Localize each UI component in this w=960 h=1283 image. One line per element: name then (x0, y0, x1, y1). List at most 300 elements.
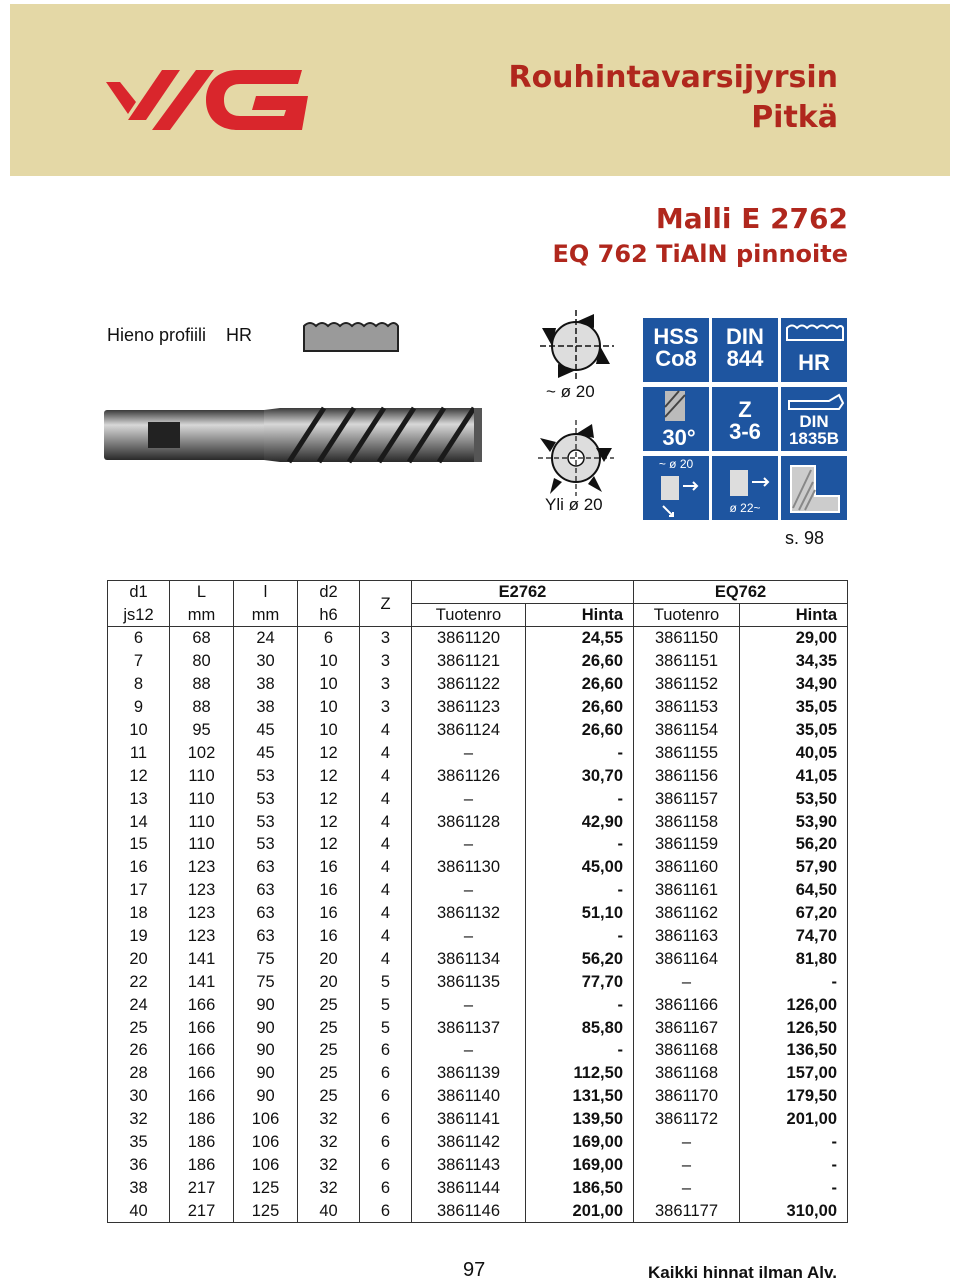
col-Z: Z (360, 581, 412, 627)
cell-L: 141 (170, 947, 234, 970)
cell-Z: 6 (360, 1085, 412, 1108)
table-row (108, 810, 848, 833)
cell-L: 166 (170, 1016, 234, 1039)
cell-d2: 32 (298, 1108, 360, 1131)
table-row (108, 787, 848, 810)
hr-spec-box (781, 318, 847, 382)
cell-eq-part: 3861168 (634, 1062, 740, 1085)
cell-eq-price: 56,20 (740, 833, 848, 856)
cell-eq-part: 3861156 (634, 764, 740, 787)
cell-d1: 32 (108, 1108, 170, 1131)
cell-eq-price: 126,50 (740, 1016, 848, 1039)
cell-L: 68 (170, 627, 234, 650)
cell-e-part: 3861146 (412, 1199, 526, 1222)
cell-e-price: 42,90 (526, 810, 634, 833)
cell-Z: 4 (360, 833, 412, 856)
cell-l: 106 (234, 1153, 298, 1176)
cell-e-price: - (526, 1039, 634, 1062)
cell-l: 45 (234, 741, 298, 764)
cell-d1: 24 (108, 993, 170, 1016)
cell-l: 63 (234, 879, 298, 902)
cell-d1: 13 (108, 787, 170, 810)
table-row (108, 1131, 848, 1154)
cell-Z: 4 (360, 764, 412, 787)
cell-e-price: - (526, 741, 634, 764)
cell-e-part: 3861128 (412, 810, 526, 833)
din2-line1: DIN (799, 412, 829, 431)
fine-profile-icon (302, 318, 400, 352)
cell-l: 63 (234, 902, 298, 925)
col-e-part: Tuotenro (412, 604, 526, 627)
cell-d2: 16 (298, 925, 360, 948)
cell-d2: 12 (298, 810, 360, 833)
cell-L: 123 (170, 902, 234, 925)
cell-d1: 20 (108, 947, 170, 970)
cell-d2: 25 (298, 1085, 360, 1108)
cell-eq-price: - (740, 1131, 848, 1154)
cell-L: 123 (170, 856, 234, 879)
cell-l: 106 (234, 1108, 298, 1131)
cell-e-price: 26,60 (526, 719, 634, 742)
cell-d2: 16 (298, 879, 360, 902)
cell-Z: 6 (360, 1176, 412, 1199)
cell-eq-price: - (740, 970, 848, 993)
cell-Z: 4 (360, 925, 412, 948)
cell-e-part: 3861132 (412, 902, 526, 925)
cell-Z: 4 (360, 787, 412, 810)
cell-d2: 10 (298, 650, 360, 673)
cell-e-price: 131,50 (526, 1085, 634, 1108)
hr-label: HR (798, 350, 830, 375)
cell-l: 125 (234, 1176, 298, 1199)
cell-d1: 8 (108, 673, 170, 696)
cell-L: 186 (170, 1153, 234, 1176)
cell-eq-price: 157,00 (740, 1062, 848, 1085)
cell-e-part: 3861124 (412, 719, 526, 742)
cell-l: 53 (234, 833, 298, 856)
cell-e-price: 45,00 (526, 856, 634, 879)
cell-e-part: 3861120 (412, 627, 526, 650)
cell-d2: 25 (298, 993, 360, 1016)
cell-d1: 18 (108, 902, 170, 925)
table-row (108, 1199, 848, 1222)
cell-eq-part: 3861177 (634, 1199, 740, 1222)
cell-eq-price: 57,90 (740, 856, 848, 879)
cell-L: 186 (170, 1131, 234, 1154)
cell-L: 166 (170, 993, 234, 1016)
cell-eq-price: 53,50 (740, 787, 848, 810)
din-line2: 844 (726, 346, 764, 371)
cell-d1: 25 (108, 1016, 170, 1039)
table-row (108, 925, 848, 948)
cell-Z: 5 (360, 1016, 412, 1039)
cell-l: 90 (234, 1039, 298, 1062)
table-row (108, 719, 848, 742)
end-mill-image (104, 400, 484, 470)
yg-logo (106, 62, 316, 134)
cell-Z: 3 (360, 627, 412, 650)
small-dia-spec-box (643, 456, 709, 520)
cell-d2: 16 (298, 856, 360, 879)
cross-section-small-icon (536, 306, 618, 384)
cell-e-price: 30,70 (526, 764, 634, 787)
table-row (108, 902, 848, 925)
cell-e-price: 24,55 (526, 627, 634, 650)
plunge-icon (643, 456, 709, 520)
cell-eq-price: 34,35 (740, 650, 848, 673)
cell-eq-price: 74,70 (740, 925, 848, 948)
cell-Z: 6 (360, 1131, 412, 1154)
col-d2: d2 (298, 581, 360, 604)
cell-Z: 3 (360, 696, 412, 719)
cell-l: 53 (234, 787, 298, 810)
table-row (108, 833, 848, 856)
cell-e-part: 3861143 (412, 1153, 526, 1176)
side-milling-icon (781, 456, 847, 520)
table-row (108, 1085, 848, 1108)
cell-eq-price: 34,90 (740, 673, 848, 696)
cell-L: 110 (170, 810, 234, 833)
col-l-unit: mm (234, 604, 298, 627)
cell-e-price: 26,60 (526, 673, 634, 696)
cell-l: 75 (234, 947, 298, 970)
table-row (108, 764, 848, 787)
cell-eq-price: - (740, 1153, 848, 1176)
cell-e-price: 26,60 (526, 696, 634, 719)
cell-eq-price: 41,05 (740, 764, 848, 787)
cell-d1: 15 (108, 833, 170, 856)
cell-d2: 32 (298, 1176, 360, 1199)
cell-e-part: 3861140 (412, 1085, 526, 1108)
cell-eq-part: 3861152 (634, 673, 740, 696)
cell-eq-price: 53,90 (740, 810, 848, 833)
cell-d1: 14 (108, 810, 170, 833)
cell-d2: 12 (298, 764, 360, 787)
cell-e-price: 169,00 (526, 1153, 634, 1176)
cell-L: 166 (170, 1085, 234, 1108)
table-row (108, 650, 848, 673)
cell-L: 166 (170, 1039, 234, 1062)
small-dia-label: ~ ø 20 (658, 457, 694, 471)
cell-eq-part: – (634, 1176, 740, 1199)
cell-eq-part: 3861150 (634, 627, 740, 650)
cell-eq-part: 3861157 (634, 787, 740, 810)
price-note: Kaikki hinnat ilman Alv. (648, 1263, 837, 1282)
large-dia-label: ø 22~ (729, 501, 761, 515)
cell-e-part: 3861144 (412, 1176, 526, 1199)
cell-eq-price: 35,05 (740, 719, 848, 742)
cell-eq-price: 67,20 (740, 902, 848, 925)
cell-e-part: – (412, 741, 526, 764)
shank-spec-box (781, 387, 847, 451)
cell-Z: 6 (360, 1039, 412, 1062)
cell-Z: 3 (360, 650, 412, 673)
cell-eq-part: 3861161 (634, 879, 740, 902)
cell-e-price: - (526, 925, 634, 948)
cell-eq-part: 3861160 (634, 856, 740, 879)
cell-e-price: 169,00 (526, 1131, 634, 1154)
cell-d2: 20 (298, 970, 360, 993)
cell-d1: 12 (108, 764, 170, 787)
cell-eq-part: 3861159 (634, 833, 740, 856)
cell-L: 110 (170, 764, 234, 787)
product-table (107, 580, 847, 1223)
cell-d1: 40 (108, 1199, 170, 1222)
cell-l: 75 (234, 970, 298, 993)
cell-l: 24 (234, 627, 298, 650)
cell-d2: 25 (298, 1062, 360, 1085)
table-row (108, 696, 848, 719)
cell-d2: 12 (298, 741, 360, 764)
cell-e-part: – (412, 833, 526, 856)
page-subtitle: Pitkä (751, 100, 838, 135)
cell-eq-price: 81,80 (740, 947, 848, 970)
cell-e-part: 3861122 (412, 673, 526, 696)
cell-Z: 4 (360, 719, 412, 742)
table-row (108, 1062, 848, 1085)
cell-Z: 6 (360, 1153, 412, 1176)
cell-d1: 6 (108, 627, 170, 650)
cell-Z: 3 (360, 673, 412, 696)
cell-d1: 17 (108, 879, 170, 902)
cell-eq-part: 3861151 (634, 650, 740, 673)
cell-Z: 6 (360, 1108, 412, 1131)
cell-L: 80 (170, 650, 234, 673)
cell-e-price: 85,80 (526, 1016, 634, 1039)
cell-l: 38 (234, 696, 298, 719)
material-line1: HSS (653, 324, 699, 349)
cell-eq-price: 136,50 (740, 1039, 848, 1062)
cell-L: 123 (170, 879, 234, 902)
cell-L: 110 (170, 787, 234, 810)
cell-Z: 6 (360, 1199, 412, 1222)
teeth-spec-box (712, 387, 778, 451)
table-row (108, 879, 848, 902)
cell-e-part: 3861142 (412, 1131, 526, 1154)
small-diameter-label: ~ ø 20 (546, 382, 595, 401)
page-number: 97 (463, 1259, 486, 1281)
cell-e-price: 139,50 (526, 1108, 634, 1131)
cell-d2: 10 (298, 719, 360, 742)
cell-d2: 10 (298, 673, 360, 696)
cell-eq-price: - (740, 1176, 848, 1199)
cell-eq-part: 3861170 (634, 1085, 740, 1108)
cell-d1: 11 (108, 741, 170, 764)
cell-d2: 12 (298, 787, 360, 810)
cell-e-part: – (412, 925, 526, 948)
cell-eq-part: – (634, 970, 740, 993)
cell-d1: 22 (108, 970, 170, 993)
cell-eq-price: 201,00 (740, 1108, 848, 1131)
cell-e-part: – (412, 993, 526, 1016)
model-coating: EQ 762 TiAlN pinnoite (552, 240, 848, 268)
table-row (108, 627, 848, 650)
cell-eq-price: 179,50 (740, 1085, 848, 1108)
cell-Z: 6 (360, 1062, 412, 1085)
cell-d2: 10 (298, 696, 360, 719)
cell-l: 30 (234, 650, 298, 673)
cell-d2: 40 (298, 1199, 360, 1222)
large-diameter-label: Yli ø 20 (545, 495, 603, 514)
cell-e-part: 3861123 (412, 696, 526, 719)
cell-L: 166 (170, 1062, 234, 1085)
table-row (108, 1108, 848, 1131)
cell-eq-part: 3861162 (634, 902, 740, 925)
cell-eq-price: 64,50 (740, 879, 848, 902)
teeth-line1: Z (738, 397, 752, 422)
group-eq762: EQ762 (634, 581, 848, 604)
cell-eq-part: – (634, 1131, 740, 1154)
table-row (108, 947, 848, 970)
cell-e-price: 51,10 (526, 902, 634, 925)
cell-e-part: – (412, 879, 526, 902)
cell-e-part: 3861134 (412, 947, 526, 970)
cell-eq-part: – (634, 1153, 740, 1176)
cell-eq-part: 3861155 (634, 741, 740, 764)
col-L: L (170, 581, 234, 604)
cell-eq-part: 3861163 (634, 925, 740, 948)
cell-L: 95 (170, 719, 234, 742)
cell-l: 125 (234, 1199, 298, 1222)
cell-eq-price: 40,05 (740, 741, 848, 764)
cell-L: 141 (170, 970, 234, 993)
cell-l: 90 (234, 1085, 298, 1108)
cell-e-price: 186,50 (526, 1176, 634, 1199)
cell-eq-part: 3861172 (634, 1108, 740, 1131)
cell-d2: 20 (298, 947, 360, 970)
cell-eq-price: 29,00 (740, 627, 848, 650)
cell-e-part: 3861137 (412, 1016, 526, 1039)
cell-e-price: 77,70 (526, 970, 634, 993)
cell-eq-part: 3861167 (634, 1016, 740, 1039)
cell-l: 63 (234, 925, 298, 948)
din2-line2: 1835B (788, 429, 840, 448)
cell-l: 45 (234, 719, 298, 742)
cell-d2: 32 (298, 1131, 360, 1154)
cell-d2: 25 (298, 1039, 360, 1062)
din-line1: DIN (726, 324, 764, 349)
cell-e-part: – (412, 787, 526, 810)
cell-d1: 36 (108, 1153, 170, 1176)
cell-e-part: 3861130 (412, 856, 526, 879)
cell-e-part: 3861126 (412, 764, 526, 787)
cell-e-part: 3861135 (412, 970, 526, 993)
profile-label: Hieno profiili (107, 325, 207, 345)
cell-d1: 38 (108, 1176, 170, 1199)
table-row (108, 856, 848, 879)
table-row (108, 673, 848, 696)
cell-d2: 32 (298, 1153, 360, 1176)
cell-e-price: 56,20 (526, 947, 634, 970)
group-e2762: E2762 (412, 581, 634, 604)
cell-d2: 25 (298, 1016, 360, 1039)
cell-l: 106 (234, 1131, 298, 1154)
table-row (108, 1153, 848, 1176)
cell-l: 53 (234, 810, 298, 833)
cell-L: 217 (170, 1176, 234, 1199)
material-line2: Co8 (655, 346, 697, 371)
cell-d1: 35 (108, 1131, 170, 1154)
col-eq-price: Hinta (740, 604, 848, 627)
cell-eq-part: 3861154 (634, 719, 740, 742)
cell-Z: 4 (360, 810, 412, 833)
header-banner (10, 4, 950, 176)
cell-Z: 4 (360, 947, 412, 970)
cell-e-price: 26,60 (526, 650, 634, 673)
cell-d1: 26 (108, 1039, 170, 1062)
cell-L: 88 (170, 673, 234, 696)
cell-d2: 16 (298, 902, 360, 925)
cell-Z: 4 (360, 856, 412, 879)
cell-l: 90 (234, 1016, 298, 1039)
table-row (108, 741, 848, 764)
cell-Z: 5 (360, 970, 412, 993)
cell-e-part: 3861121 (412, 650, 526, 673)
col-L-unit: mm (170, 604, 234, 627)
cell-eq-price: 126,00 (740, 993, 848, 1016)
helix-angle: 30° (662, 425, 696, 450)
col-d1: d1 (108, 581, 170, 604)
cell-d1: 19 (108, 925, 170, 948)
cell-d1: 7 (108, 650, 170, 673)
profile-code: HR (226, 325, 252, 345)
cell-L: 186 (170, 1108, 234, 1131)
cell-e-price: - (526, 993, 634, 1016)
cell-eq-part: 3861166 (634, 993, 740, 1016)
col-d2-tolerance: h6 (298, 604, 360, 627)
cell-Z: 5 (360, 993, 412, 1016)
col-l: l (234, 581, 298, 604)
cell-e-price: 201,00 (526, 1199, 634, 1222)
side-milling-spec-box (781, 456, 847, 520)
cell-l: 90 (234, 993, 298, 1016)
cell-l: 63 (234, 856, 298, 879)
page-title: Rouhintavarsijyrsin (508, 60, 838, 95)
cell-l: 38 (234, 673, 298, 696)
cell-e-price: - (526, 879, 634, 902)
cell-Z: 4 (360, 902, 412, 925)
cell-Z: 4 (360, 741, 412, 764)
col-d1-tolerance: js12 (108, 604, 170, 627)
cell-Z: 4 (360, 879, 412, 902)
din-spec-box (712, 318, 778, 382)
cell-eq-price: 35,05 (740, 696, 848, 719)
table-row (108, 1176, 848, 1199)
col-eq-part: Tuotenro (634, 604, 740, 627)
cell-L: 88 (170, 696, 234, 719)
cell-eq-price: 310,00 (740, 1199, 848, 1222)
cell-d1: 9 (108, 696, 170, 719)
cell-e-part: – (412, 1039, 526, 1062)
cell-l: 90 (234, 1062, 298, 1085)
teeth-line2: 3-6 (729, 419, 761, 444)
cell-d2: 12 (298, 833, 360, 856)
table-row (108, 993, 848, 1016)
cell-d2: 6 (298, 627, 360, 650)
table-row (108, 1039, 848, 1062)
cell-e-price: 112,50 (526, 1062, 634, 1085)
page-reference: s. 98 (785, 528, 825, 548)
model-name: Malli E 2762 (655, 202, 848, 235)
cross-section-large-icon (536, 418, 618, 498)
cell-eq-part: 3861158 (634, 810, 740, 833)
cell-d1: 16 (108, 856, 170, 879)
cell-L: 102 (170, 741, 234, 764)
cell-e-price: - (526, 787, 634, 810)
cell-L: 123 (170, 925, 234, 948)
table-row (108, 1016, 848, 1039)
cell-eq-part: 3861164 (634, 947, 740, 970)
